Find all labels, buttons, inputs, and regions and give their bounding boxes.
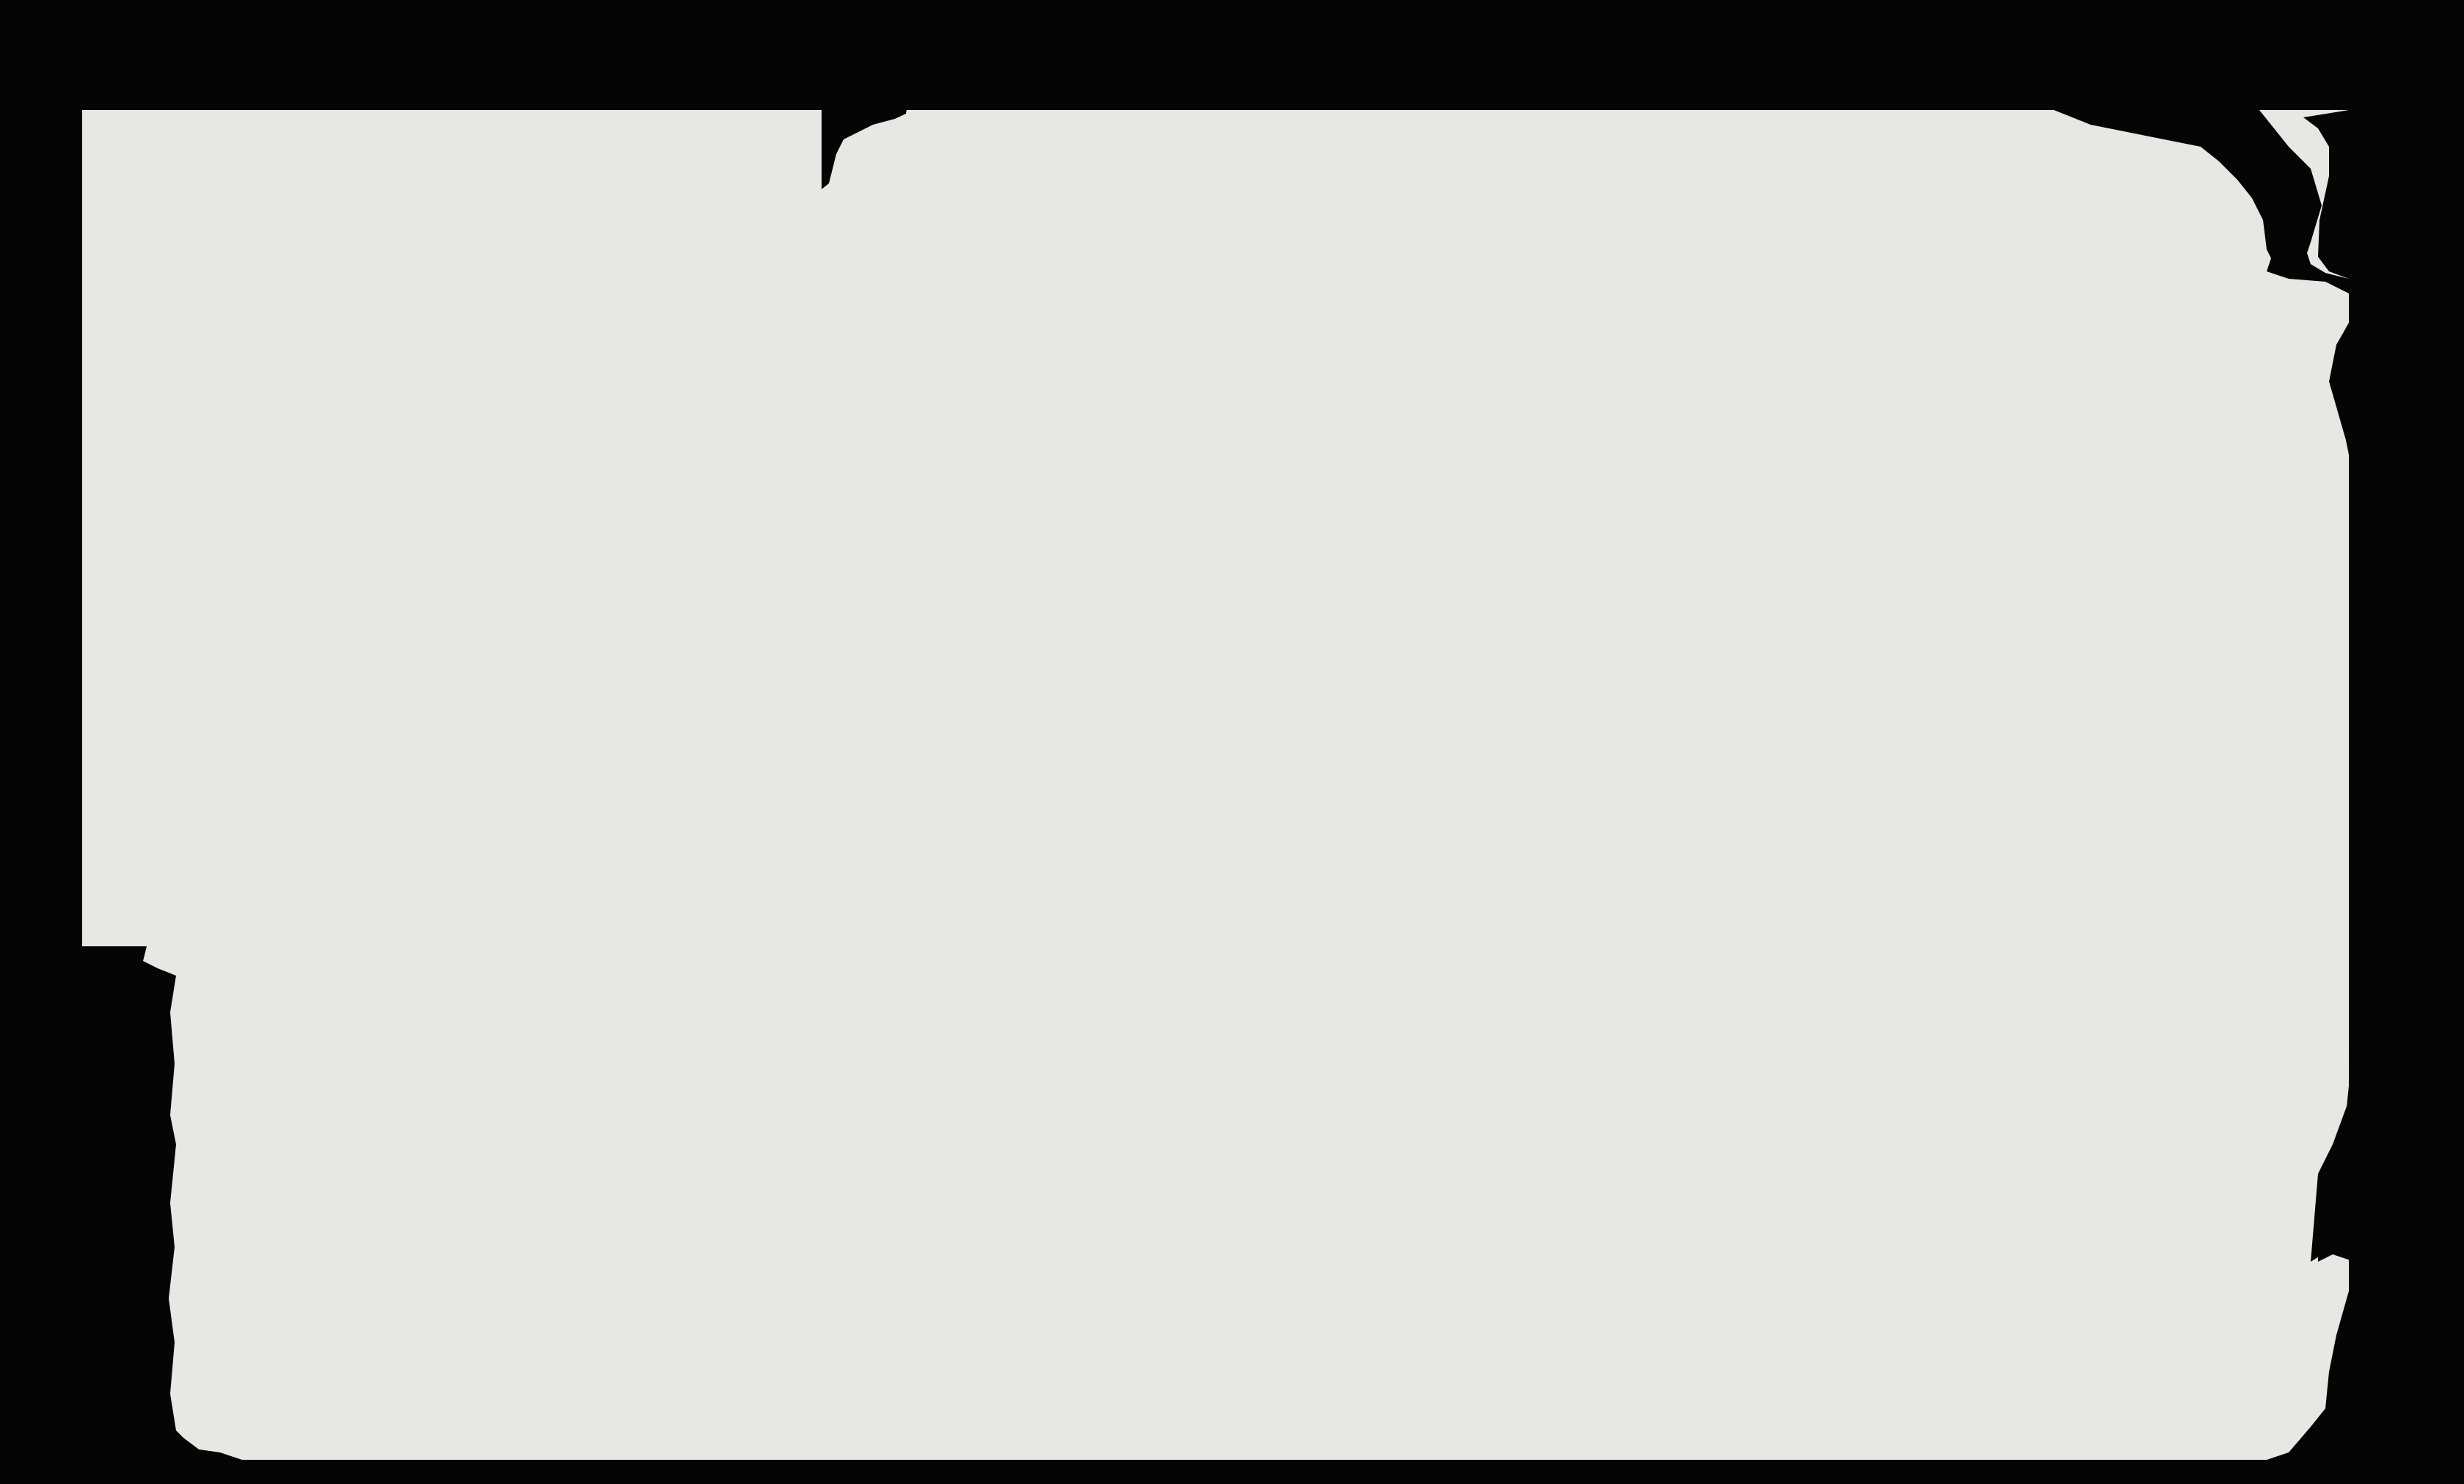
form-paper <box>82 110 2349 1460</box>
